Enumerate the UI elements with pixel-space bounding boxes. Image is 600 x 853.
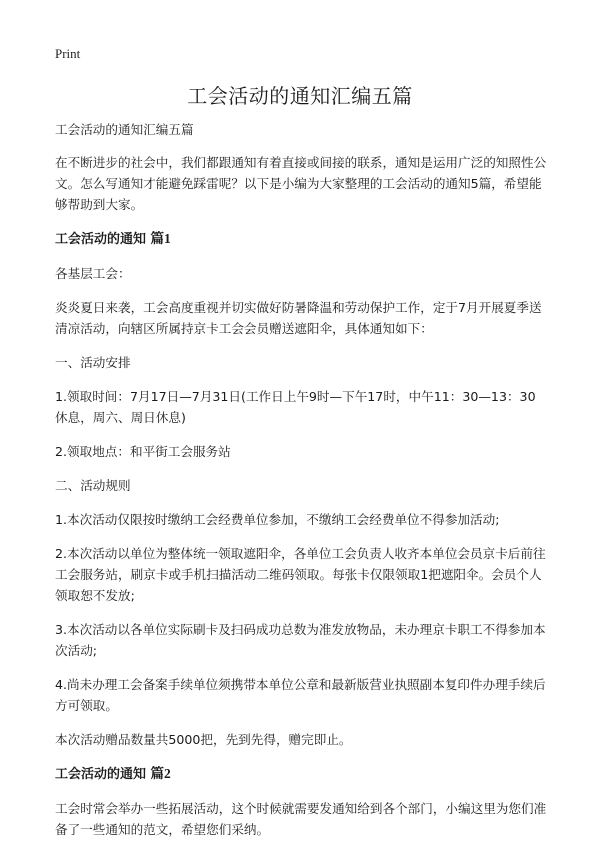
section-heading-1-number: 篇1 — [150, 231, 171, 246]
rule-item-2: 2.本次活动以单位为整体统一领取遮阳伞，各单位工会负责人收齐本单位会员京卡后前往工会服务站，刷京卡或手机扫描活动二维码领取。每张卡仅限领取1把遮阳伞。会员个人领取恕不发放; — [55, 546, 546, 603]
article-subtitle: 工会活动的通知汇编五篇 — [55, 122, 194, 137]
section-heading-1 — [55, 228, 547, 250]
arrangement-item-location: 2.领取地点：和平街工会服务站 — [55, 444, 231, 459]
section1-paragraph: 炎炎夏日来袭，工会高度重视并切实做好防暑降温和劳动保护工作，定于7月开展夏季送清凉活动，向辖区所属持京卡工会会员赠送遮阳伞，具体通知如下： — [55, 300, 542, 336]
intro-paragraph: 在不断进步的社会中，我们都跟通知有着直接或间接的联系，通知是运用广泛的知照性公文。怎么写通知才能避免踩雷呢？以下是小编为大家整理的工会活动的通知5篇，希望能够帮助到大家。 — [55, 155, 547, 212]
rule-item-3: 3.本次活动以各单位实际刷卡及扫码成功总数为准发放物品，未办理京卡职工不得参加本次活动; — [55, 622, 546, 658]
closing-paragraph: 本次活动赠品数量共5000把，先到先得，赠完即止。 — [55, 732, 352, 747]
rule-item-1: 1.本次活动仅限按时缴纳工会经费单位参加，不缴纳工会经费单位不得参加活动; — [55, 512, 500, 527]
rule-item-4: 4.尚未办理工会备案手续单位须携带本单位公章和最新版营业执照副本复印件办理手续后方可领取。 — [55, 677, 546, 713]
section-heading-2-text: 工会活动的通知 — [55, 767, 151, 782]
article-body — [55, 119, 547, 853]
section2-paragraph: 工会时常会举办一些拓展活动，这个时候就需要发通知给到各个部门，小编这里为您们准备了一些通知的范文，希望您们采纳。 — [55, 801, 547, 837]
subheading-activity-rules: 二、活动规则 — [55, 478, 131, 493]
section-heading-1-text: 工会活动的通知 — [55, 232, 151, 247]
subheading-activity-arrangement: 一、活动安排 — [55, 355, 131, 370]
section-heading-2 — [55, 763, 547, 785]
section-heading-2-number: 篇2 — [150, 766, 171, 781]
print-link[interactable]: Print — [55, 46, 81, 61]
arrangement-item-time: 1.领取时间：7月17日—7月31日(工作日上午9时—下午17时，中午11：30—13：30休息，周六、周日休息) — [55, 389, 536, 425]
page-title: 工会活动的通知汇编五篇 — [187, 84, 413, 108]
greeting: 各基层工会： — [55, 266, 131, 281]
